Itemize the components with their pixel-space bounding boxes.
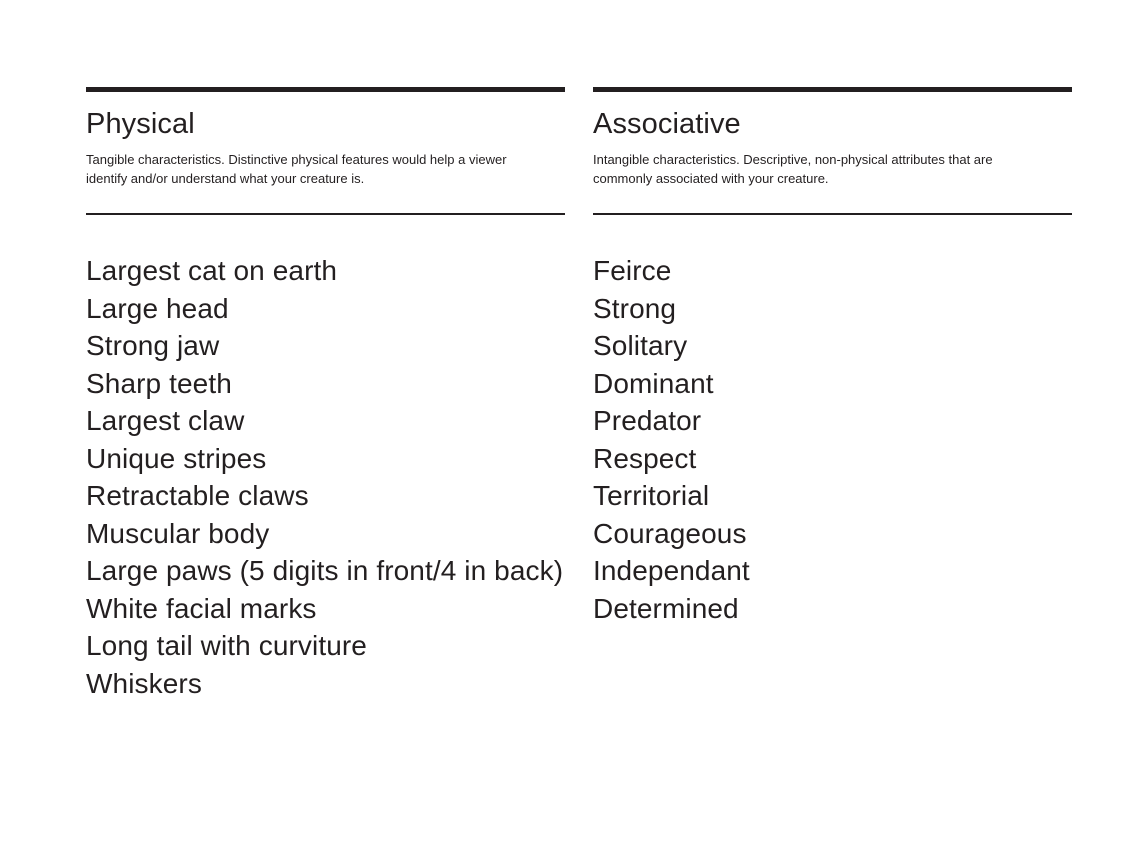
associative-item: Respect: [593, 442, 697, 474]
physical-item: Sharp teeth: [86, 367, 232, 399]
associative-item: Independant: [593, 555, 750, 586]
physical-divider: [86, 213, 565, 215]
physical-item: White facial marks: [86, 592, 317, 624]
physical-item: Muscular body: [86, 517, 270, 549]
associative-description-line-2: commonly associated with your creature.: [593, 171, 829, 186]
physical-item: Whiskers: [86, 667, 202, 699]
physical-description-line-1: Tangible characteristics. Distinctive physical features would help a viewer: [86, 152, 507, 167]
physical-item: Strong jaw: [86, 330, 220, 361]
associative-divider: [593, 213, 1072, 215]
associative-item: Determined: [593, 592, 739, 624]
associative-list: [593, 252, 750, 627]
associative-item: Dominant: [593, 367, 714, 399]
associative-top-rule: [593, 87, 1072, 92]
associative-item: Predator: [593, 405, 702, 436]
physical-item: Largest claw: [86, 405, 245, 436]
associative-item: Territorial: [593, 480, 710, 511]
associative-column: [593, 87, 1072, 624]
physical-heading: Physical: [86, 108, 195, 140]
physical-item: Unique stripes: [86, 442, 267, 474]
physical-column: [86, 87, 565, 699]
associative-heading: Associative: [593, 108, 741, 140]
physical-item: Retractable claws: [86, 480, 309, 511]
physical-description: [86, 150, 565, 188]
associative-description-line-1: Intangible characteristics. Descriptive, non-physical attributes that are: [593, 152, 993, 167]
associative-item: Courageous: [593, 517, 747, 549]
physical-list: [86, 252, 563, 702]
associative-item: Solitary: [593, 330, 688, 361]
physical-item: Long tail with curviture: [86, 630, 367, 661]
physical-top-rule: [86, 87, 565, 92]
physical-description-line-2: identify and/or understand what your creature is.: [86, 171, 365, 186]
associative-description: [593, 150, 1072, 188]
physical-item: Largest cat on earth: [86, 255, 338, 286]
physical-item: Large paws (5 digits in front/4 in back): [86, 555, 564, 586]
associative-item: Feirce: [593, 255, 672, 286]
associative-item: Strong: [593, 292, 677, 324]
physical-item: Large head: [86, 292, 229, 324]
